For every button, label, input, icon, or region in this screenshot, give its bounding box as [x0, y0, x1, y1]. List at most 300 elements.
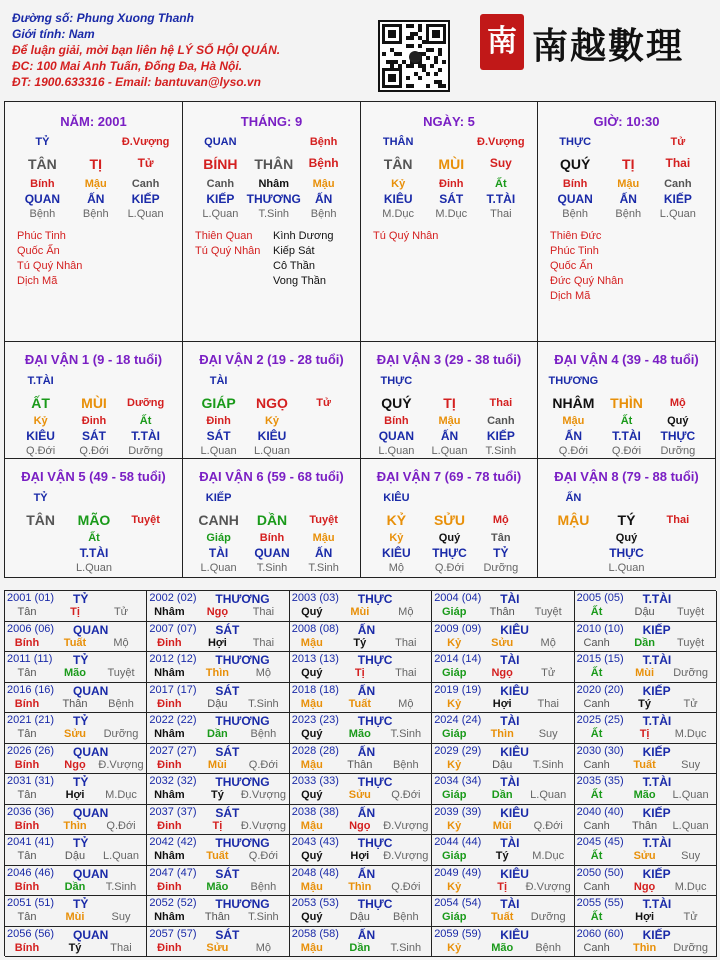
year-label: 2022 (22)	[149, 714, 197, 726]
year-chi: Thìn	[632, 941, 657, 954]
pillar-box	[5, 102, 183, 342]
year-cell[interactable]	[290, 896, 432, 927]
pillar-can: TÂN	[27, 156, 57, 172]
hidden-phase: Dưỡng	[483, 562, 519, 574]
year-can: Quý	[301, 606, 323, 618]
hidden-god: ẤN	[314, 192, 333, 206]
star-item: Quốc Ấn	[17, 245, 60, 257]
gioi-tinh: Giới tính: Nam	[12, 27, 95, 41]
year-can: Đinh	[157, 758, 182, 771]
year-chi: Tuất	[490, 911, 514, 923]
year-cell[interactable]	[432, 652, 574, 683]
year-phase: Đ.Vượng	[383, 819, 429, 832]
year-cell[interactable]	[5, 683, 147, 714]
year-can: Mậu	[300, 819, 323, 832]
dai-van-god: THỰC	[380, 375, 413, 387]
hidden-phase: T.Sinh	[308, 562, 339, 574]
year-phase: Thai	[395, 636, 417, 649]
dai-van-phase: Tử	[316, 397, 331, 409]
year-chi: Mão	[64, 667, 86, 679]
hidden-phase: L.Quan	[378, 445, 415, 457]
year-cell[interactable]	[575, 805, 717, 836]
year-label: 2029 (29)	[434, 744, 482, 757]
year-can: Kỷ	[447, 697, 462, 710]
year-phase: Mộ	[398, 697, 414, 710]
year-can: Canh	[583, 636, 610, 649]
year-label: 2052 (52)	[149, 897, 197, 909]
year-chi: Mùi	[635, 667, 655, 679]
hidden-god: KIẾP	[663, 192, 692, 206]
hidden-phase: Q.Đới	[79, 445, 109, 457]
pillar-title: GIỜ: 10:30	[593, 114, 660, 129]
year-can: Nhâm	[154, 789, 185, 801]
dai-van-god: THƯƠNG	[548, 375, 599, 387]
year-chi: Thìn	[63, 819, 87, 832]
dai-van-phase: Mộ	[492, 514, 509, 526]
year-chi: Tý	[638, 697, 652, 710]
year-cell[interactable]	[5, 866, 147, 897]
hidden-stem: Bính	[384, 415, 409, 427]
dai-van-chi: THÌN	[610, 395, 643, 411]
year-chi: Dậu	[207, 697, 228, 710]
year-phase: L.Quan	[530, 789, 567, 801]
year-cell[interactable]	[5, 927, 147, 958]
year-god: TÀI	[500, 836, 520, 850]
hidden-stem: Kỷ	[33, 415, 48, 427]
year-can: Ất	[590, 789, 603, 801]
year-cell[interactable]	[147, 866, 289, 897]
year-label: 2014 (14)	[434, 653, 482, 665]
year-cell[interactable]	[5, 744, 147, 775]
star-item: Cô Thần	[273, 260, 315, 272]
hidden-phase: L.Quan	[200, 562, 237, 574]
star-item: Tú Quý Nhân	[17, 260, 83, 272]
dai-van-can: MẬU	[557, 512, 590, 528]
year-label: 2058 (58)	[291, 927, 339, 940]
year-can: Mậu	[300, 941, 323, 954]
year-cell[interactable]	[290, 835, 432, 866]
year-cell[interactable]	[147, 683, 289, 714]
pillar-status: Đ.Vượng	[121, 136, 170, 148]
pillar-god: QUAN	[204, 136, 237, 148]
hidden-stem: Nhâm	[258, 178, 290, 190]
year-god: THỰC	[357, 836, 393, 850]
year-chi: Thìn	[348, 880, 372, 893]
dai-van-chi: NGỌ	[256, 395, 288, 411]
year-label: 2025 (25)	[576, 714, 624, 726]
year-god: QUAN	[73, 622, 109, 637]
year-can: Bính	[14, 697, 40, 710]
dai-van-title: ĐẠI VẬN 8 (79 - 88 tuổi)	[554, 469, 699, 484]
year-chi: Hợi	[635, 911, 655, 923]
year-cell[interactable]	[290, 622, 432, 653]
year-chi: Hợi	[207, 636, 227, 649]
year-phase: Đ.Vượng	[240, 789, 286, 801]
year-cell[interactable]	[432, 774, 574, 805]
year-cell[interactable]	[432, 683, 574, 714]
year-chi: Ngọ	[349, 819, 371, 832]
year-can: Kỷ	[447, 819, 462, 832]
pillar-box	[183, 102, 361, 342]
year-cell[interactable]	[147, 591, 289, 622]
hidden-stem: Ất	[620, 415, 633, 427]
chart-grid	[4, 101, 716, 578]
hidden-stem: Ất	[88, 532, 100, 544]
dai-van-can: NHÂM	[552, 395, 595, 411]
year-can: Kỷ	[447, 758, 462, 771]
star-item: Kiếp Sát	[273, 245, 315, 257]
year-cell[interactable]	[147, 713, 289, 744]
year-can: Quý	[301, 667, 323, 679]
year-god: SÁT	[215, 683, 240, 698]
year-phase: T.Sinh	[105, 880, 137, 893]
pillar-chi: MÙI	[438, 156, 465, 172]
year-label: 2028 (28)	[291, 744, 339, 757]
year-god: KIÊU	[500, 744, 529, 759]
year-label: 2045 (45)	[576, 836, 624, 848]
year-cell[interactable]	[432, 835, 574, 866]
dai-van-phase: Mộ	[669, 397, 686, 409]
year-chi: Ngọ	[64, 758, 86, 771]
year-phase: Q.Đới	[533, 819, 563, 832]
dai-van-title: ĐẠI VẬN 6 (59 - 68 tuổi)	[199, 469, 344, 484]
year-god: THƯƠNG	[215, 775, 270, 789]
year-god: KIÊU	[500, 866, 529, 881]
hidden-phase: L.Quan	[200, 445, 237, 457]
year-god: KIẾP	[642, 866, 671, 881]
hidden-stem: Mậu	[438, 415, 461, 427]
year-god: TÀI	[500, 897, 520, 911]
year-god: TỶ	[73, 836, 89, 850]
dai-van-title: ĐẠI VẬN 7 (69 - 78 tuổi)	[376, 469, 522, 484]
year-label: 2050 (50)	[576, 866, 624, 879]
year-can: Tân	[17, 789, 37, 801]
year-phase: Tuyệt	[677, 606, 705, 618]
year-can: Đinh	[157, 697, 182, 710]
year-label: 2037 (37)	[149, 805, 197, 818]
year-phase: Mộ	[255, 667, 272, 679]
year-god: KIÊU	[500, 805, 529, 820]
hidden-stem: Bính	[562, 178, 588, 190]
year-cell[interactable]	[290, 805, 432, 836]
contact-phone-email[interactable]: ĐT: 1900.633316 - Email: bantuvan@lyso.vn	[12, 75, 261, 89]
year-god: TỶ	[73, 592, 89, 606]
year-phase: M.Dục	[532, 850, 565, 862]
dai-van-chi: TỊ	[443, 395, 456, 411]
hidden-phase: L.Quan	[608, 562, 645, 574]
year-label: 2055 (55)	[576, 897, 624, 909]
hidden-phase: Bệnh	[615, 208, 642, 220]
year-phase: Tử	[683, 697, 698, 710]
year-phase: Bệnh	[392, 758, 419, 771]
year-chi: Thân	[204, 911, 230, 923]
year-cell[interactable]	[290, 652, 432, 683]
year-phase: Đ.Vượng	[98, 758, 144, 771]
year-chi: Ngọ	[206, 606, 229, 618]
year-cell[interactable]	[432, 622, 574, 653]
pillar-phase: Thai	[665, 156, 691, 170]
year-can: Bính	[14, 758, 40, 771]
year-cell[interactable]	[432, 744, 574, 775]
year-can: Bính	[14, 880, 40, 893]
star-item: Vong Thần	[273, 275, 327, 287]
dai-van-box	[361, 459, 538, 578]
year-chi: Sửu	[63, 728, 87, 740]
year-label: 2009 (09)	[434, 622, 482, 635]
year-cell[interactable]	[575, 713, 717, 744]
year-phase: Tuyệt	[677, 636, 705, 649]
year-cell[interactable]	[5, 713, 147, 744]
hidden-god: KIÊU	[383, 192, 413, 206]
year-phase: Mộ	[540, 636, 556, 649]
year-cell[interactable]	[147, 896, 289, 927]
year-chi: Dậu	[492, 758, 513, 771]
dai-van-phase: Thai	[666, 514, 690, 526]
hidden-god: T.TÀI	[131, 429, 160, 443]
year-label: 2031 (31)	[7, 775, 55, 787]
year-cell[interactable]	[290, 927, 432, 958]
hidden-stem: Kỷ	[389, 532, 404, 544]
year-cell[interactable]	[5, 774, 147, 805]
year-cell[interactable]	[147, 805, 289, 836]
year-label: 2008 (08)	[291, 622, 339, 635]
year-cell[interactable]	[575, 774, 717, 805]
year-label: 2047 (47)	[149, 866, 197, 879]
year-can: Canh	[583, 758, 610, 771]
year-cell[interactable]	[290, 683, 432, 714]
year-phase: M.Dục	[105, 789, 137, 801]
year-label: 2019 (19)	[434, 683, 482, 696]
pillar-title: NGÀY: 5	[423, 114, 475, 129]
year-cell[interactable]	[575, 652, 717, 683]
year-cell[interactable]	[5, 652, 147, 683]
pillar-phase: Tử	[137, 156, 154, 170]
year-phase: Dưỡng	[673, 941, 708, 954]
year-can: Đinh	[157, 941, 182, 954]
year-cell[interactable]	[290, 713, 432, 744]
hidden-stem: Mậu	[312, 532, 335, 544]
hidden-phase: Q.Đới	[558, 445, 588, 457]
year-cell[interactable]	[5, 805, 147, 836]
year-god: ẤN	[357, 744, 376, 759]
year-phase: Mộ	[398, 606, 414, 618]
year-god: T.TÀI	[642, 714, 672, 728]
year-cell[interactable]	[5, 835, 147, 866]
year-chi: Tị	[70, 606, 80, 618]
year-god: THỰC	[357, 592, 393, 606]
year-chi: Thân	[632, 819, 658, 832]
year-can: Kỷ	[447, 636, 462, 649]
year-cell[interactable]	[290, 774, 432, 805]
year-chi: Tý	[495, 850, 509, 862]
year-cell[interactable]	[432, 805, 574, 836]
hidden-phase: Thai	[490, 208, 512, 220]
year-cell[interactable]	[575, 896, 717, 927]
year-can: Giáp	[441, 911, 467, 923]
year-god: KIẾP	[642, 622, 671, 637]
year-label: 2034 (34)	[434, 775, 482, 787]
year-cell[interactable]	[432, 927, 574, 958]
hidden-stem: Ất	[495, 178, 507, 190]
year-chi: Thân	[347, 758, 373, 771]
hidden-god: QUAN	[24, 192, 61, 206]
year-cell[interactable]	[147, 652, 289, 683]
year-cell[interactable]	[290, 591, 432, 622]
pillar-god: TỶ	[35, 136, 50, 148]
year-cell[interactable]	[575, 744, 717, 775]
year-god: ẤN	[357, 805, 376, 820]
hidden-stem: Đinh	[206, 415, 231, 427]
year-cell[interactable]	[5, 591, 147, 622]
year-label: 2060 (60)	[576, 927, 624, 940]
year-cell[interactable]	[575, 866, 717, 897]
year-cell[interactable]	[147, 744, 289, 775]
star-item: Tú Quý Nhân	[195, 245, 261, 257]
year-cell[interactable]	[5, 896, 147, 927]
year-label: 2010 (10)	[576, 622, 624, 635]
year-god: THƯƠNG	[215, 897, 270, 911]
year-phase: Đ.Vượng	[525, 880, 571, 893]
year-god: TÀI	[500, 653, 520, 667]
year-chi: Thân	[62, 697, 88, 710]
hidden-phase: L.Quan	[431, 445, 468, 457]
star-item: Dịch Mã	[17, 275, 58, 287]
year-chi: Dần	[64, 880, 86, 893]
year-label: 2035 (35)	[576, 775, 624, 787]
hidden-phase: Q.Đới	[611, 445, 642, 457]
year-can: Bính	[14, 636, 40, 649]
year-cell[interactable]	[432, 896, 574, 927]
hidden-god: KIÊU	[382, 546, 411, 560]
year-label: 2038 (38)	[291, 805, 339, 818]
year-can: Ất	[590, 606, 603, 618]
dai-van-box	[5, 342, 183, 459]
year-chi: Thìn	[490, 728, 514, 740]
year-label: 2048 (48)	[291, 866, 339, 879]
year-label: 2041 (41)	[7, 836, 55, 848]
pillar-phase: Suy	[489, 156, 512, 170]
year-label: 2054 (54)	[434, 897, 482, 909]
year-can: Quý	[301, 728, 323, 740]
dai-van-can: KỶ	[386, 512, 407, 528]
year-can: Ất	[590, 728, 603, 740]
year-chi: Dần	[349, 941, 371, 954]
hidden-phase: T.Sinh	[485, 445, 517, 457]
year-can: Kỷ	[447, 880, 462, 893]
hidden-phase: Mộ	[388, 562, 405, 574]
year-can: Ất	[590, 667, 603, 679]
year-cell[interactable]	[432, 866, 574, 897]
year-can: Mậu	[300, 758, 323, 771]
year-chi: Mùi	[350, 606, 370, 618]
qr-code-icon[interactable]	[378, 20, 450, 92]
year-cell[interactable]	[575, 683, 717, 714]
year-god: T.TÀI	[642, 897, 672, 911]
year-label: 2036 (36)	[7, 805, 55, 818]
pillar-status: Bệnh	[309, 136, 338, 148]
hidden-stem: Mậu	[84, 178, 107, 190]
pillar-can: TÂN	[383, 156, 413, 172]
year-cell[interactable]	[290, 744, 432, 775]
hidden-god: THỰC	[609, 546, 644, 560]
pillar-god: THỰC	[559, 136, 592, 148]
hidden-god: THƯƠNG	[246, 192, 301, 206]
dai-van-god: ẤN	[565, 492, 582, 504]
year-chi: Tị	[354, 667, 365, 679]
hidden-stem: Mậu	[617, 178, 640, 190]
year-label: 2026 (26)	[7, 744, 55, 757]
year-cell[interactable]	[432, 713, 574, 744]
year-can: Đinh	[157, 636, 182, 649]
year-cell[interactable]	[575, 622, 717, 653]
hidden-stem: Giáp	[206, 532, 231, 544]
hidden-god: TÀI	[208, 546, 229, 560]
year-cell[interactable]	[432, 591, 574, 622]
year-phase: Suy	[111, 911, 131, 923]
year-cell[interactable]	[575, 927, 717, 958]
hidden-stem: Ất	[139, 415, 152, 427]
year-god: ẤN	[357, 683, 376, 698]
year-god: THƯƠNG	[215, 836, 270, 850]
hidden-stem: Bính	[259, 532, 285, 544]
year-chi: Hợi	[65, 789, 85, 801]
hidden-god: KIẾP	[131, 192, 160, 206]
year-chi: Dậu	[64, 850, 86, 862]
year-cell[interactable]	[147, 622, 289, 653]
year-cell[interactable]	[147, 774, 289, 805]
hidden-phase: Q.Đới	[434, 562, 465, 574]
year-can: Giáp	[441, 850, 467, 862]
year-cell[interactable]	[5, 622, 147, 653]
year-cell[interactable]	[575, 835, 717, 866]
year-god: TỶ	[73, 897, 89, 911]
year-can: Bính	[14, 941, 40, 954]
year-can: Canh	[583, 941, 610, 954]
duong-so: Đường số: Phung Xuong Thanh	[12, 11, 194, 25]
year-label: 2046 (46)	[7, 866, 55, 879]
year-cell[interactable]	[290, 866, 432, 897]
hidden-god: T.TÀI	[612, 429, 641, 443]
dai-van-can: GIÁP	[201, 395, 236, 411]
dai-van-can: ẤT	[31, 395, 50, 411]
year-phase: Đ.Vượng	[383, 850, 429, 862]
year-can: Nhâm	[154, 911, 185, 923]
year-cell[interactable]	[147, 835, 289, 866]
dai-van-phase: Tuyệt	[309, 514, 338, 526]
year-can: Mậu	[300, 697, 323, 710]
year-chi: Dần	[634, 636, 655, 649]
year-chi: Tị	[212, 819, 223, 832]
hidden-stem: Canh	[664, 178, 692, 190]
year-can: Tân	[17, 606, 37, 618]
hidden-god: KIẾP	[486, 429, 515, 443]
year-chi: Thân	[489, 606, 515, 618]
dai-van-box	[183, 342, 361, 459]
year-god: THƯƠNG	[215, 592, 270, 606]
star-item: Đức Quý Nhân	[550, 275, 624, 287]
year-cell[interactable]	[575, 591, 717, 622]
year-phase: Suy	[681, 758, 701, 771]
year-god: ẤN	[357, 927, 376, 942]
year-god: TÀI	[500, 714, 520, 728]
year-cell[interactable]	[147, 927, 289, 958]
year-god: ẤN	[357, 866, 376, 881]
year-phase: Q.Đới	[391, 880, 421, 893]
year-god: THƯƠNG	[215, 714, 270, 728]
year-chi: Ngọ	[633, 880, 656, 893]
pillar-title: NĂM: 2001	[60, 114, 127, 129]
year-phase: Tuyệt	[534, 606, 562, 618]
